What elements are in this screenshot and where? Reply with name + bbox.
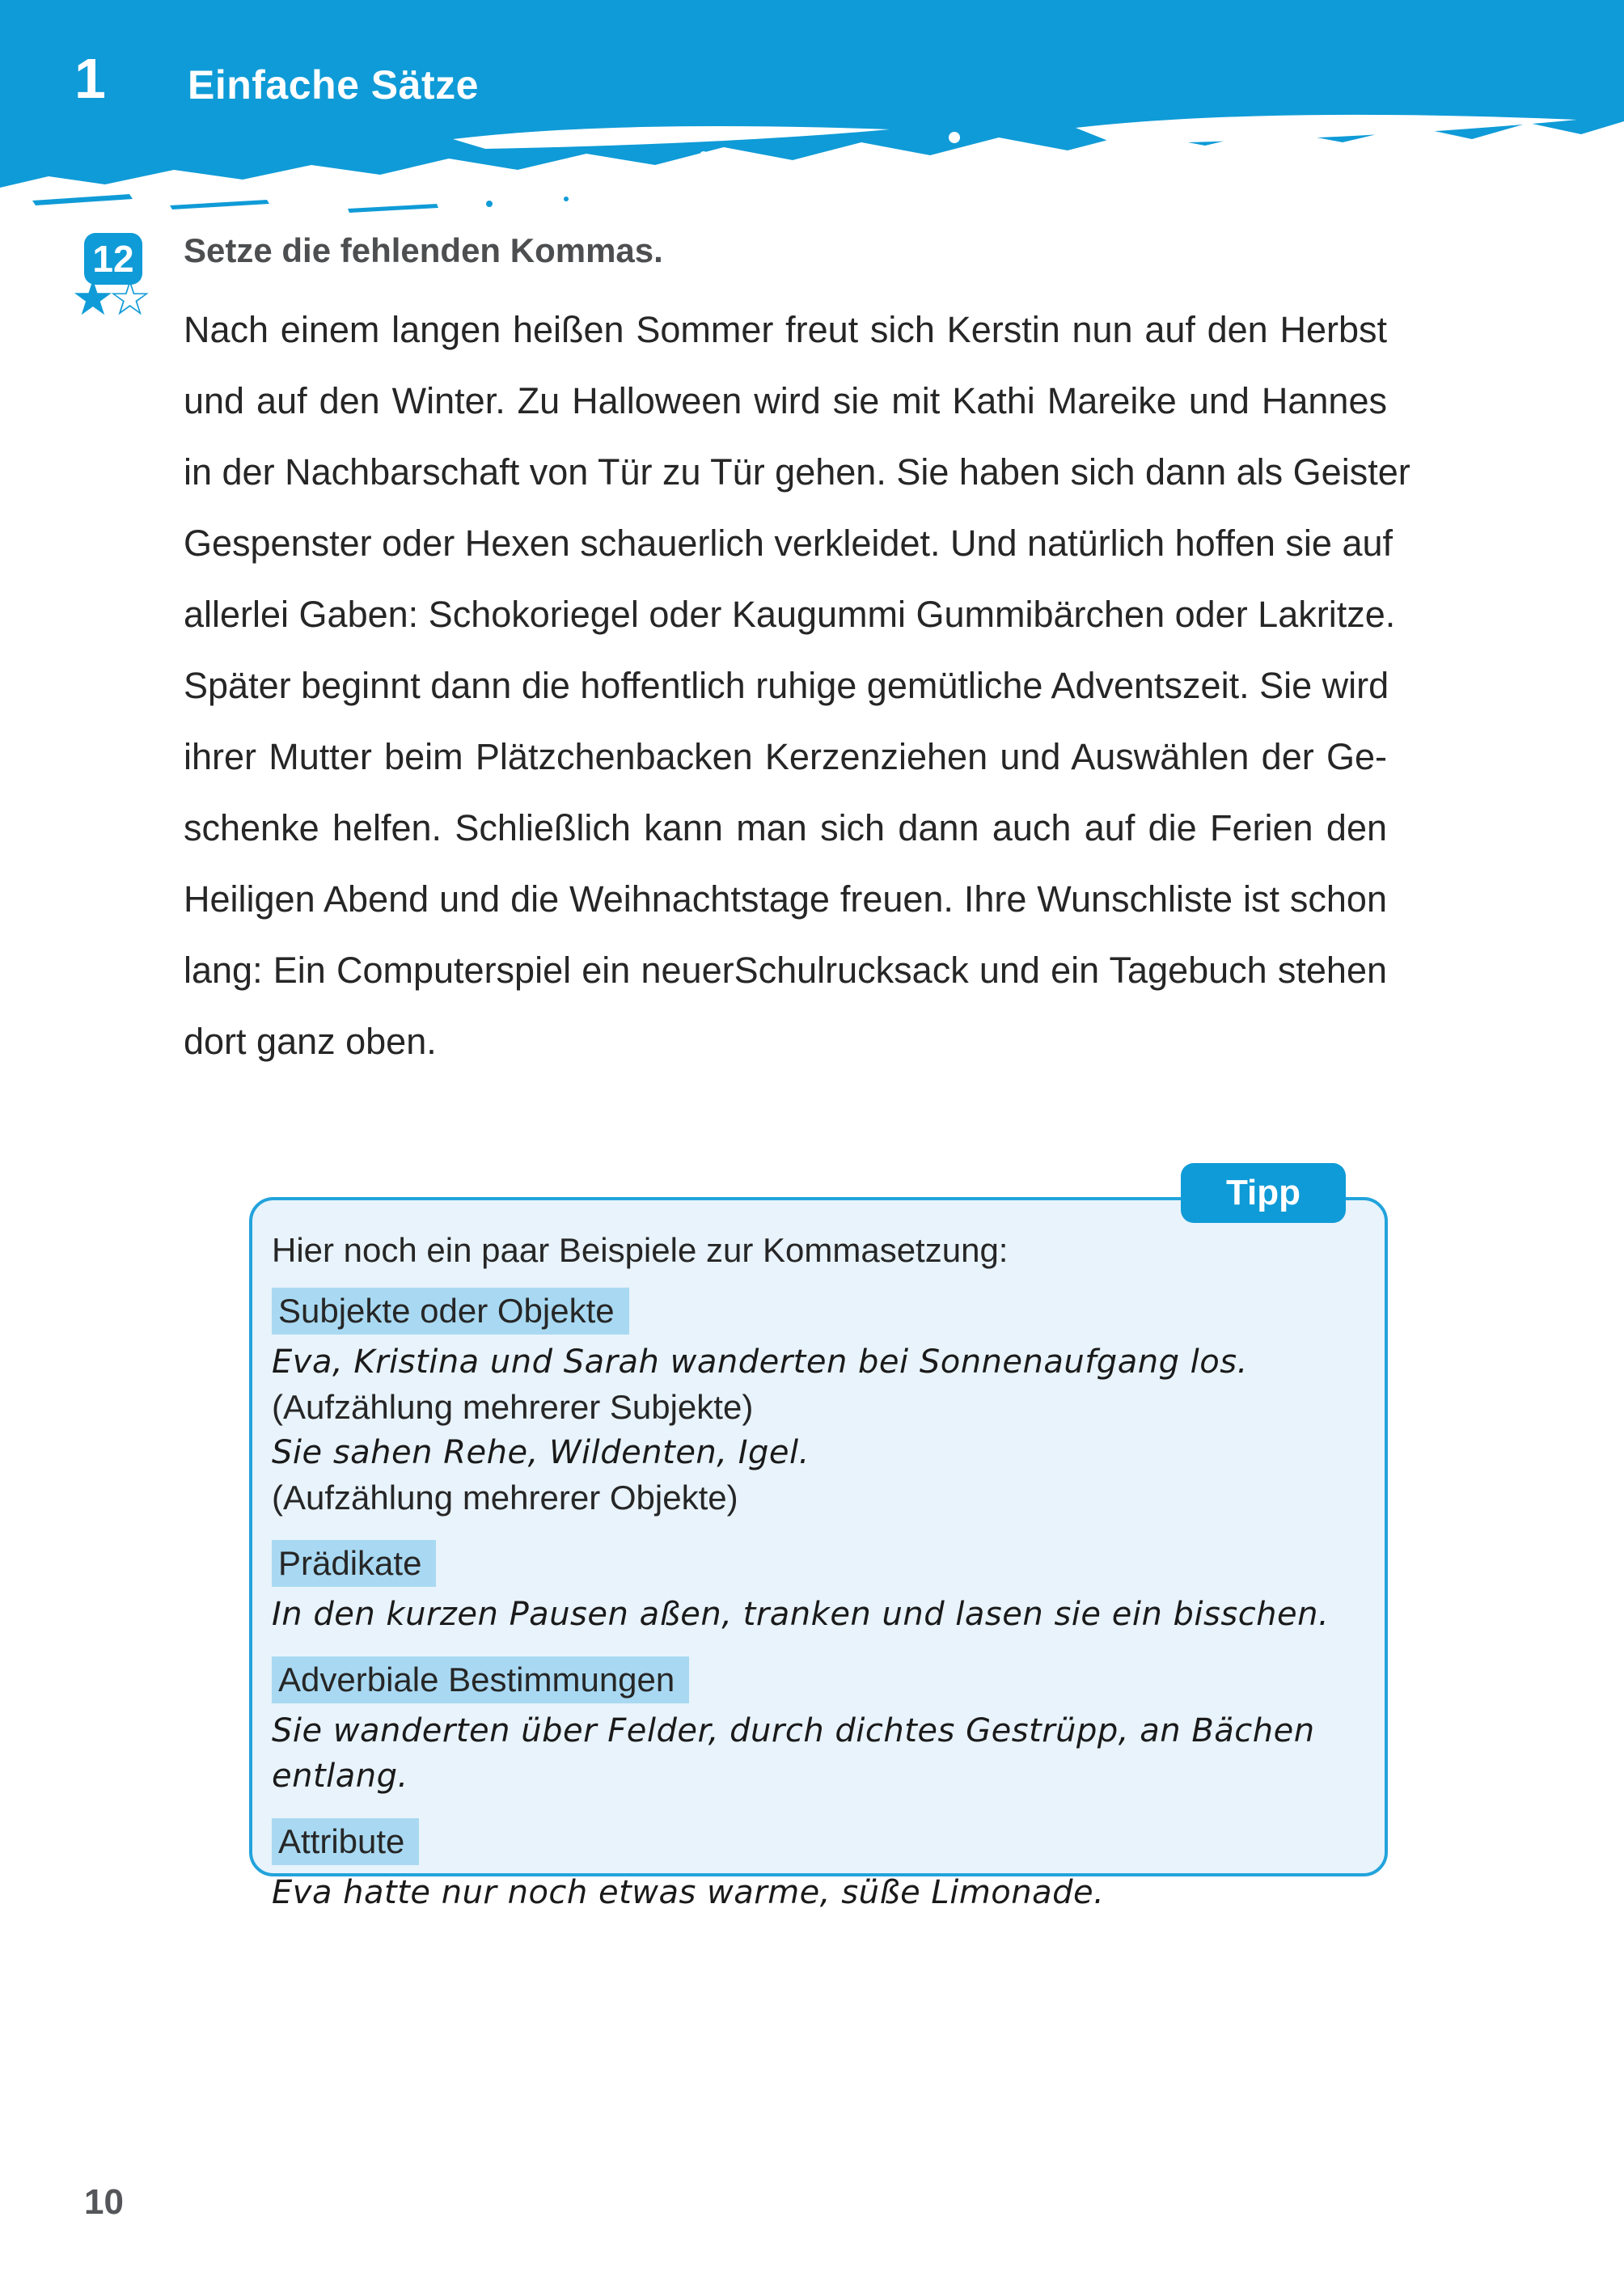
- brush-blue-dot-2: [564, 197, 569, 201]
- tip-note: (Aufzählung mehrerer Subjekte): [272, 1388, 754, 1426]
- brush-blue-dot-1: [486, 201, 493, 207]
- tip-content: [252, 1200, 1385, 1915]
- text-line: lang: Ein Computerspiel ein neuerSchulrucksack und ein Tagebuch stehen: [184, 950, 1387, 991]
- text-line: ihrer Mutter beim Plätzchenbacken Kerzenziehen und Auswählen der Ge-: [184, 736, 1387, 777]
- chapter-banner: [0, 0, 1624, 218]
- tip-heading: Attribute: [272, 1818, 419, 1865]
- tip-box: [249, 1197, 1388, 1911]
- tip-heading: Subjekte oder Objekte: [272, 1288, 629, 1335]
- tip-section-attribute: [272, 1818, 1352, 1915]
- chapter-number: 1: [74, 47, 106, 110]
- difficulty-stars-icon: ★☆: [71, 270, 146, 327]
- banner-brush-shape: [0, 0, 1624, 218]
- tip-example: In den kurzen Pausen aßen, tranken und lasen sie ein bisschen.: [272, 1596, 1330, 1633]
- brush-white-dot-1: [949, 132, 960, 143]
- exercise-text: [184, 294, 1410, 1077]
- tip-section-adverbiale-bestimmungen: [272, 1656, 1352, 1799]
- text-line: in der Nachbarschaft von Tür zu Tür gehen. Sie haben sich dann als Geister: [184, 451, 1410, 493]
- text-line: Heiligen Abend und die Weihnachtstage freuen. Ihre Wunschliste ist schon: [184, 878, 1387, 920]
- brush-white-dot-2: [700, 151, 708, 159]
- tip-tab-label: Tipp: [1225, 1173, 1301, 1212]
- text-line: Gespenster oder Hexen schauerlich verkleidet. Und natürlich hoffen sie auf: [184, 522, 1394, 564]
- text-line: schenke helfen. Schließlich kann man sich dann auch auf die Ferien den: [184, 807, 1387, 848]
- exercise-number: 12: [92, 238, 134, 280]
- brush-blue-speck-2: [170, 200, 269, 209]
- tip-tab: [1181, 1163, 1346, 1223]
- text-line: und auf den Winter. Zu Halloween wird sie mit Kathi Mareike und Hannes: [184, 380, 1387, 421]
- tip-heading: Adverbiale Bestimmungen: [272, 1656, 689, 1703]
- chapter-title: Einfache Sätze: [188, 62, 479, 108]
- tip-intro: Hier noch ein paar Beispiele zur Kommasetzung:: [272, 1231, 1009, 1269]
- tip-section-praedikate: [272, 1540, 1352, 1637]
- tip-note: (Aufzählung mehrerer Objekte): [272, 1479, 738, 1517]
- tip-example: Sie wanderten über Felder, durch dichtes Gestrüpp, an Bächen entlang.: [272, 1712, 1315, 1795]
- tip-example: Eva, Kristina und Sarah wanderten bei Sonnenaufgang los.: [272, 1343, 1248, 1381]
- tip-example: Sie sahen Rehe, Wildenten, Igel.: [272, 1434, 810, 1471]
- text-line: Nach einem langen heißen Sommer freut sich Kerstin nun auf den Herbst: [184, 309, 1387, 350]
- brush-blue-speck-1: [32, 194, 133, 205]
- exercise-title: Setze die fehlenden Kommas.: [184, 231, 663, 269]
- tip-example: Eva hatte nur noch etwas warme, süße Limonade.: [272, 1874, 1105, 1911]
- text-line: dort ganz oben.: [184, 1021, 437, 1062]
- page-number: 10: [84, 2182, 124, 2222]
- tip-section-subjekte-objekte: [272, 1288, 1352, 1521]
- text-line: allerlei Gaben: Schokoriegel oder Kaugummi Gummibärchen oder Lakritze.: [184, 594, 1396, 635]
- brush-blue-speck-3: [348, 204, 438, 213]
- tip-heading: Prädikate: [272, 1540, 436, 1587]
- text-line: Später beginnt dann die hoffentlich ruhige gemütliche Adventszeit. Sie wird: [184, 665, 1389, 706]
